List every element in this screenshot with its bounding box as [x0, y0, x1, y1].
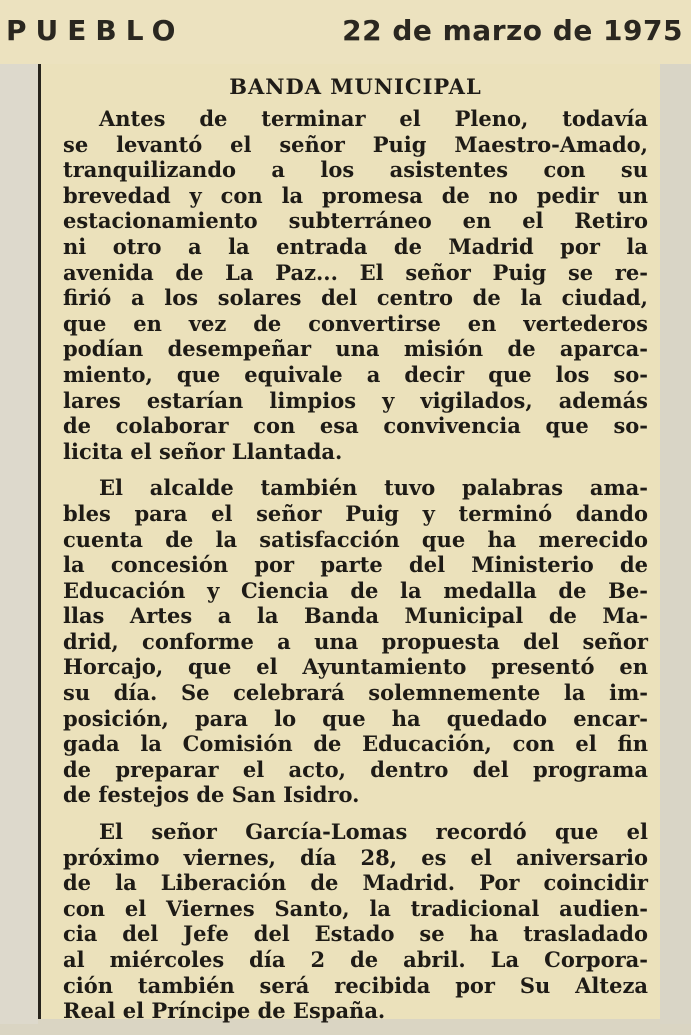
- text-line: cia del Jefe del Estado se ha trasladado: [63, 921, 648, 947]
- text-line: ni otro a la entrada de Madrid por la: [63, 233, 648, 259]
- left-margin: [0, 64, 38, 1024]
- text-line: licita el señor Llantada.: [63, 438, 343, 464]
- article-body: [63, 106, 648, 1024]
- text-line: posición, para lo que ha quedado encar-: [63, 705, 648, 731]
- text-line: llas Artes a la Banda Municipal de Ma-: [63, 603, 648, 629]
- text-line: de colaborar con esa convivencia que so-: [63, 413, 648, 439]
- newspaper-header: [0, 0, 691, 65]
- text-line: de preparar el acto, dentro del programa: [63, 756, 648, 782]
- text-line: El señor García-Lomas recordó que el: [99, 819, 648, 845]
- newspaper-name: PUEBLO: [6, 14, 185, 47]
- text-line: drid, conforme a una propuesta del señor: [63, 628, 648, 654]
- text-line: con el Viernes Santo, la tradicional audien-: [63, 895, 648, 921]
- text-line: que en vez de convertirse en vertederos: [63, 310, 648, 336]
- text-line: tranquilizando a los asistentes con su: [63, 157, 648, 183]
- text-line: al miércoles día 2 de abril. La Corpora-: [63, 947, 648, 972]
- text-line: estacionamiento subterráneo en el Retiro: [63, 208, 648, 234]
- text-line: avenida de La Paz... El señor Puig se re-: [63, 259, 648, 285]
- text-line: gada la Comisión de Educación, con el fin: [63, 731, 648, 757]
- text-line: su día. Se celebrará solemnemente la im-: [63, 680, 648, 706]
- text-line: firió a los solares del centro de la ciudad,: [63, 285, 648, 311]
- text-line: lares estarían limpios y vigilados, además: [63, 387, 648, 413]
- article-paragraph: [63, 106, 648, 464]
- article-paragraph: [63, 819, 648, 1024]
- article-headline: BANDA MUNICIPAL: [229, 74, 482, 99]
- text-line: la concesión por parte del Ministerio de: [63, 552, 648, 578]
- text-line: ción también será recibida por Su Alteza: [63, 972, 648, 998]
- text-line: se levantó el señor Puig Maestro-Amado,: [63, 131, 648, 157]
- text-line: Educación y Ciencia de la medalla de Be-: [63, 577, 648, 603]
- text-line: de festejos de San Isidro.: [63, 782, 360, 808]
- article-paragraph: [63, 475, 648, 808]
- publication-date: 22 de marzo de 1975: [342, 14, 683, 47]
- text-line: próximo viernes, día 28, es el aniversario: [63, 844, 648, 870]
- text-line: Real el Príncipe de España.: [63, 998, 386, 1024]
- newspaper-clipping: [38, 64, 660, 1024]
- text-line: Horcajo, que el Ayuntamiento presentó en: [63, 654, 648, 680]
- text-line: bles para el señor Puig y terminó dando: [63, 500, 648, 526]
- text-line: de la Liberación de Madrid. Por coincidir: [63, 870, 648, 896]
- text-line: Antes de terminar el Pleno, todavía: [99, 106, 648, 131]
- text-line: El alcalde también tuvo palabras ama-: [99, 475, 648, 501]
- text-line: cuenta de la satisfacción que ha merecido: [63, 526, 648, 552]
- text-line: brevedad y con la promesa de no pedir un: [63, 182, 648, 208]
- text-line: podían desempeñar una misión de aparca-: [63, 336, 648, 362]
- article: [63, 74, 648, 1035]
- right-margin: [660, 64, 691, 1024]
- text-line: miento, que equivale a decir que los so-: [63, 361, 648, 387]
